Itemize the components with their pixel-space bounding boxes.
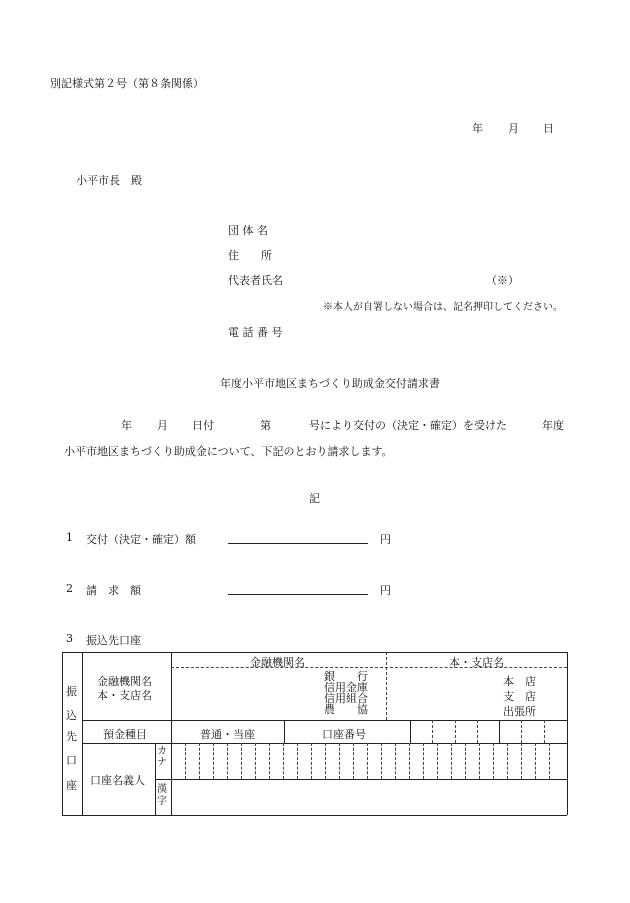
body-year: 年 [121, 419, 132, 432]
bank-name-header: 金融機関名 [250, 656, 305, 669]
branch-type: 本 店 [503, 675, 536, 688]
deposit-type-label: 預金種目 [103, 728, 147, 741]
branch-type: 支 店 [503, 690, 536, 703]
item2-amount-line [228, 582, 368, 595]
body-text-1: 号により交付の（決定・確定）を受けた [309, 419, 507, 432]
sign-note: ※本人が自署しない場合は、記名押印してください。 [323, 302, 563, 313]
item2-label: 請 求 額 [86, 584, 141, 597]
phone-label: 電 話 番 号 [228, 326, 283, 339]
body-dated: 日付 [192, 419, 214, 432]
side-char: 座 [66, 779, 77, 792]
item2-number: 2 [66, 582, 73, 595]
kana-label: カナ [157, 746, 167, 768]
deposit-type-value: 普通・当座 [200, 728, 255, 741]
item1-number: 1 [66, 531, 73, 544]
side-char: 口 [66, 754, 77, 767]
date-month-label: 月 [508, 122, 519, 135]
bank-type: 農 協 [324, 703, 368, 716]
bank-type: 信用組合 [324, 692, 368, 705]
item1-label: 交付（決定・確定）額 [86, 533, 196, 546]
addressee: 小平市長 殿 [76, 174, 142, 187]
item3-number: 3 [66, 632, 73, 645]
bank-type: 信用金庫 [324, 681, 368, 694]
side-char: 先 [66, 730, 77, 743]
body-number-prefix: 第 [260, 419, 271, 432]
document-title: 年度小平市地区まちづくり助成金交付請求書 [220, 377, 440, 390]
kanji-label: 漢字 [157, 784, 167, 807]
item2-unit: 円 [380, 584, 391, 597]
account-number-label: 口座番号 [322, 728, 366, 741]
item3-label: 振込先口座 [86, 634, 141, 647]
item1-unit: 円 [380, 533, 391, 546]
address-label: 住 所 [228, 249, 272, 262]
branch-type: 出張所 [503, 705, 536, 718]
account-holder-label: 口座名義人 [90, 774, 145, 787]
side-char: 込 [66, 709, 77, 722]
side-char: 振 [66, 685, 77, 698]
date-day-label: 日 [543, 122, 554, 135]
body-fiscal-year: 年度 [542, 419, 564, 432]
bank-row-label-1: 金融機関名 [97, 675, 152, 688]
date-year-label: 年 [472, 122, 483, 135]
org-name-label: 団 体 名 [228, 224, 268, 237]
branch-header: 本・支店名 [449, 656, 504, 669]
bank-row-label-2: 本・支店名 [97, 689, 152, 702]
form-reference: 別記様式第２号（第８条関係） [50, 77, 204, 90]
body-text-2: 小平市地区まちづくり助成金について、下記のとおり請求します。 [64, 445, 393, 458]
ki-note: 記 [309, 492, 320, 505]
representative-label: 代表者氏名 [228, 274, 283, 287]
seal-mark: （※） [486, 274, 519, 287]
body-month: 月 [157, 419, 168, 432]
bank-type: 銀 行 [324, 670, 368, 683]
item1-amount-line [228, 531, 368, 544]
